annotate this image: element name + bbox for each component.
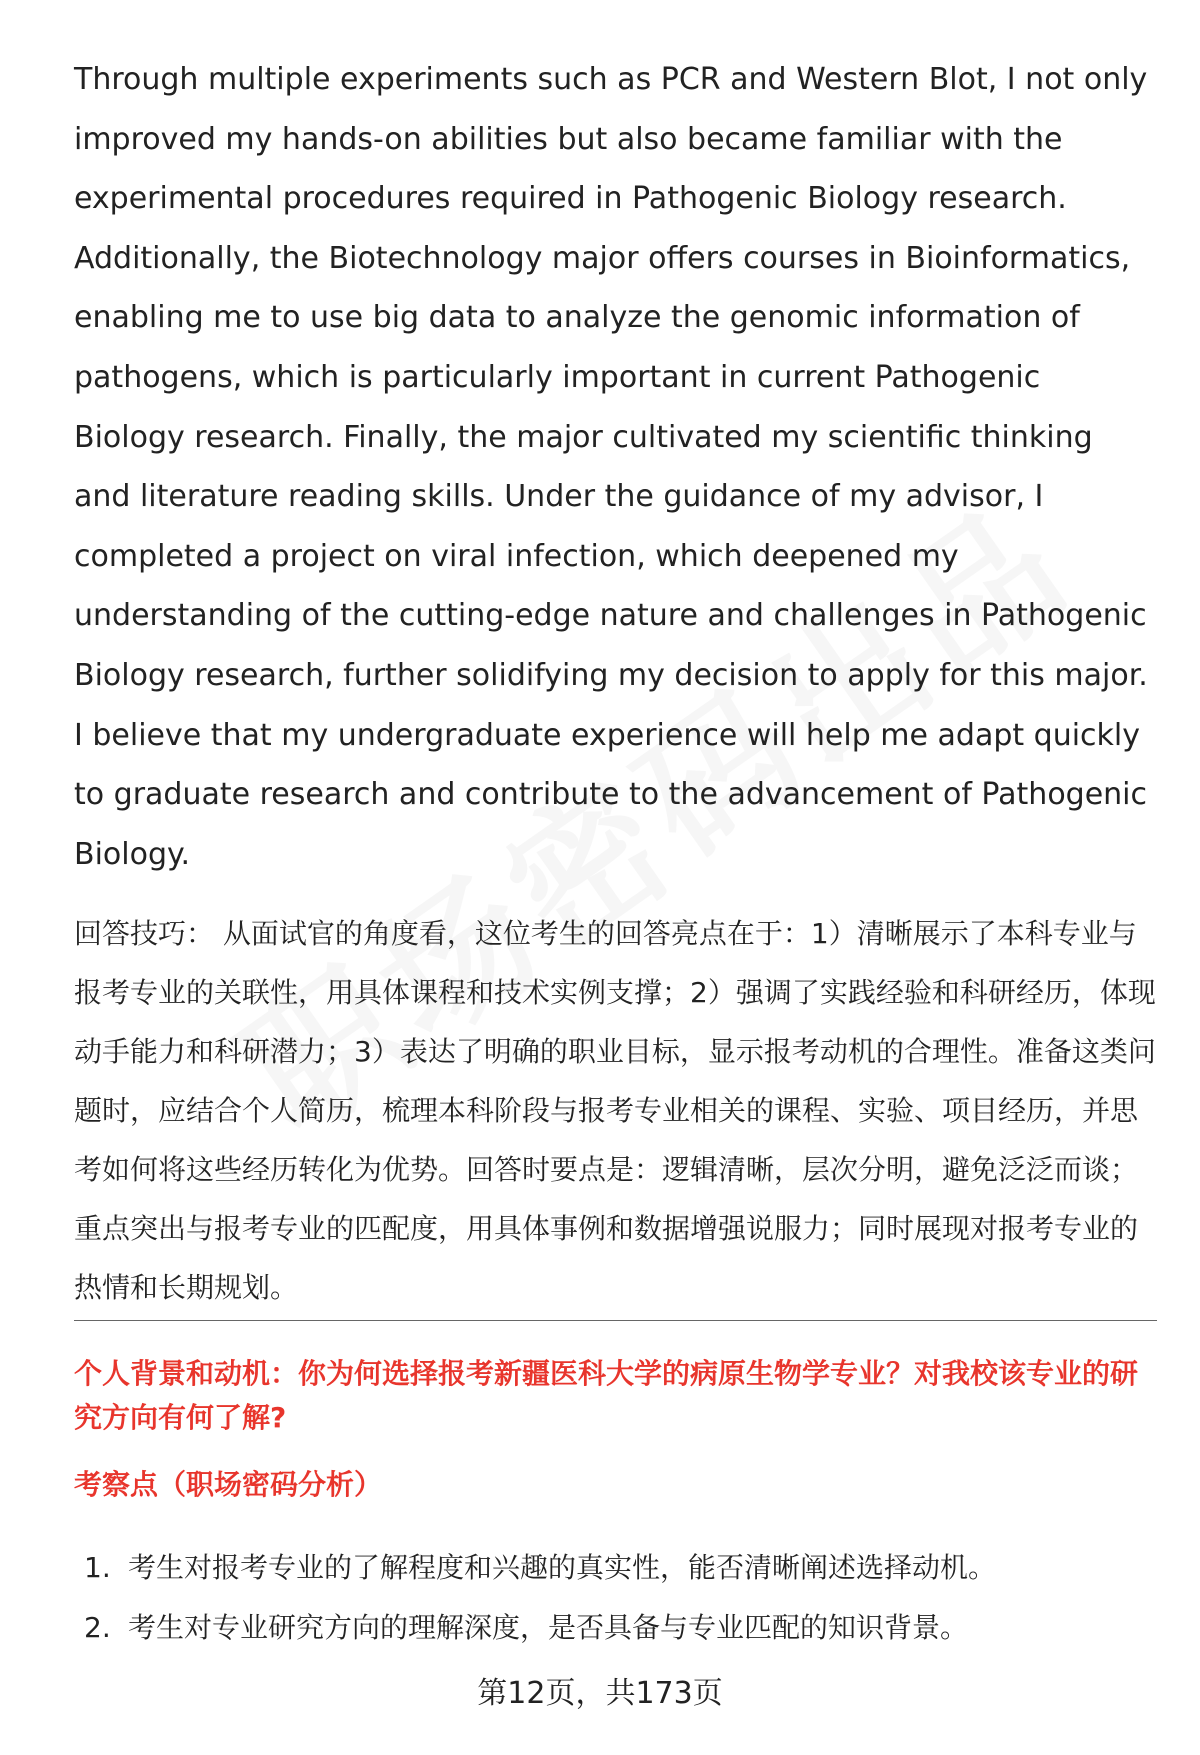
list-item bbox=[74, 1598, 1157, 1658]
answer-paragraph: Through multiple experiments such as PCR and Western Blot, I not only improved my hands-on abilities but also became familiar with the experimental procedures required in Pathogenic Biology research. Additionally, the Biotechnology major offers courses in Bioinformatics, enabling me to use big data to analyze the genomic information of pathogens, which is particularly important in current Pathogenic Biology research. Finally, the major cultivated my scientific thinking and literature reading skills. Under the guidance of my advisor, I completed a project on viral infection, which deepened my understanding of the cutting-edge nature and challenges in Pathogenic Biology research, further solidifying my decision to apply for this major. I believe that my undergraduate experience will help me adapt quickly to graduate research and contribute to the advancement of Pathogenic Biology. bbox=[74, 62, 1148, 872]
list-item bbox=[74, 1538, 1157, 1598]
list-item-number: 2. bbox=[84, 1611, 111, 1644]
points-list bbox=[74, 1538, 1157, 1658]
list-item-text: 考生对报考专业的了解程度和兴趣的真实性，能否清晰阐述选择动机。 bbox=[128, 1551, 997, 1584]
section-title: 考察点（职场密码分析） bbox=[74, 1468, 383, 1501]
list-item-text: 考生对专业研究方向的理解深度，是否具备与专业匹配的知识背景。 bbox=[128, 1611, 969, 1644]
list-item-number: 1. bbox=[84, 1551, 111, 1584]
page-number: 第12页，共173页 bbox=[477, 1676, 723, 1711]
question-heading: 个人背景和动机：你为何选择报考新疆医科大学的病原生物学专业？对我校该专业的研究方向有何了解? bbox=[74, 1357, 1139, 1434]
section-divider bbox=[74, 1320, 1157, 1321]
tips-paragraph: 回答技巧： 从面试官的角度看，这位考生的回答亮点在于：1）清晰展示了本科专业与报考专业的关联性，用具体课程和技术实例支撑；2）强调了实践经验和科研经历，体现动手能力和科研潜力；3）表达了明确的职业目标，显示报考动机的合理性。准备这类问题时，应结合个人简历，梳理本科阶段与报考专业相关的课程、实验、项目经历，并思考如何将这些经历转化为优势。回答时要点是：逻辑清晰，层次分明，避免泛泛而谈；重点突出与报考专业的匹配度，用具体事例和数据增强说服力；同时展现对报考专业的热情和长期规划。 bbox=[74, 917, 1156, 1305]
document-body bbox=[74, 50, 1157, 1317]
